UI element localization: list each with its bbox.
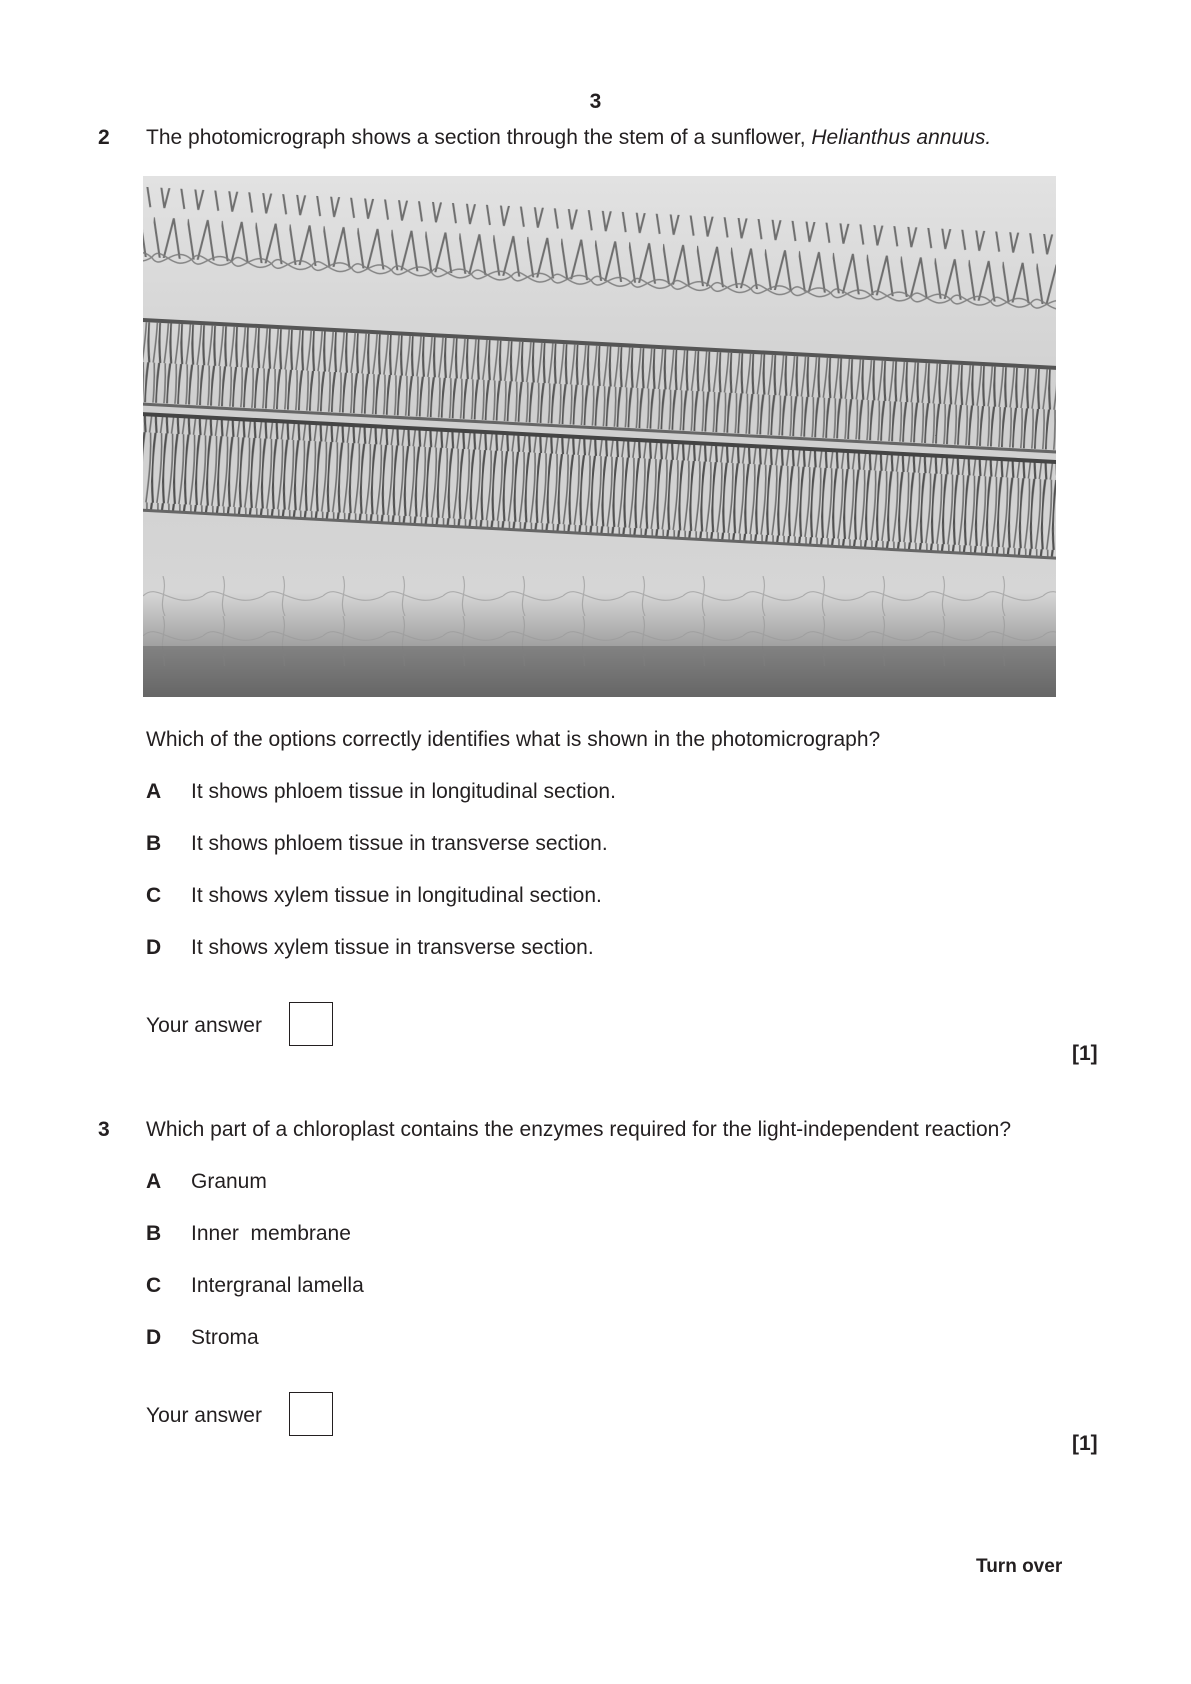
question-2-stem-text: The photomicrograph shows a section through the stem of a sunflower,: [146, 126, 812, 149]
question-2-prompt: Which of the options correctly identifies what is shown in the photomicrograph?: [146, 728, 881, 751]
q2-option-text: It shows phloem tissue in longitudinal section.: [191, 780, 616, 803]
q3-option-text: Inner membrane: [191, 1222, 351, 1245]
page-number: 3: [589, 90, 602, 113]
q2-marks: [1]: [1072, 1042, 1098, 1065]
question-2-number: 2: [98, 126, 110, 149]
q3-option-text: Granum: [191, 1170, 267, 1193]
q2-answer-label: Your answer: [146, 1014, 262, 1037]
q2-option-letter: D: [146, 936, 162, 959]
turn-over-label: Turn over: [976, 1556, 1063, 1577]
question-2-stem: [146, 126, 991, 150]
q2-option-letter: C: [146, 884, 162, 907]
photomicrograph-image: [143, 176, 1056, 697]
q2-answer-box[interactable]: [289, 1002, 333, 1046]
q3-option-letter: A: [146, 1170, 162, 1193]
question-3-number: 3: [98, 1118, 110, 1141]
q2-option-text: It shows xylem tissue in longitudinal section.: [191, 884, 602, 907]
q3-answer-label: Your answer: [146, 1404, 262, 1427]
q3-marks: [1]: [1072, 1432, 1098, 1455]
q2-option-text: It shows phloem tissue in transverse section.: [191, 832, 608, 855]
q3-option-letter: B: [146, 1222, 162, 1245]
q2-option-text: It shows xylem tissue in transverse section.: [191, 936, 594, 959]
question-3-stem: Which part of a chloroplast contains the enzymes required for the light-independent reaction?: [146, 1118, 1011, 1141]
q3-option-text: Intergranal lamella: [191, 1274, 364, 1297]
question-2-species: Helianthus annuus.: [811, 126, 992, 149]
q3-option-letter: D: [146, 1326, 162, 1349]
q3-option-text: Stroma: [191, 1326, 259, 1349]
q2-option-letter: A: [146, 780, 162, 803]
q3-answer-box[interactable]: [289, 1392, 333, 1436]
q2-option-letter: B: [146, 832, 162, 855]
q3-option-letter: C: [146, 1274, 162, 1297]
